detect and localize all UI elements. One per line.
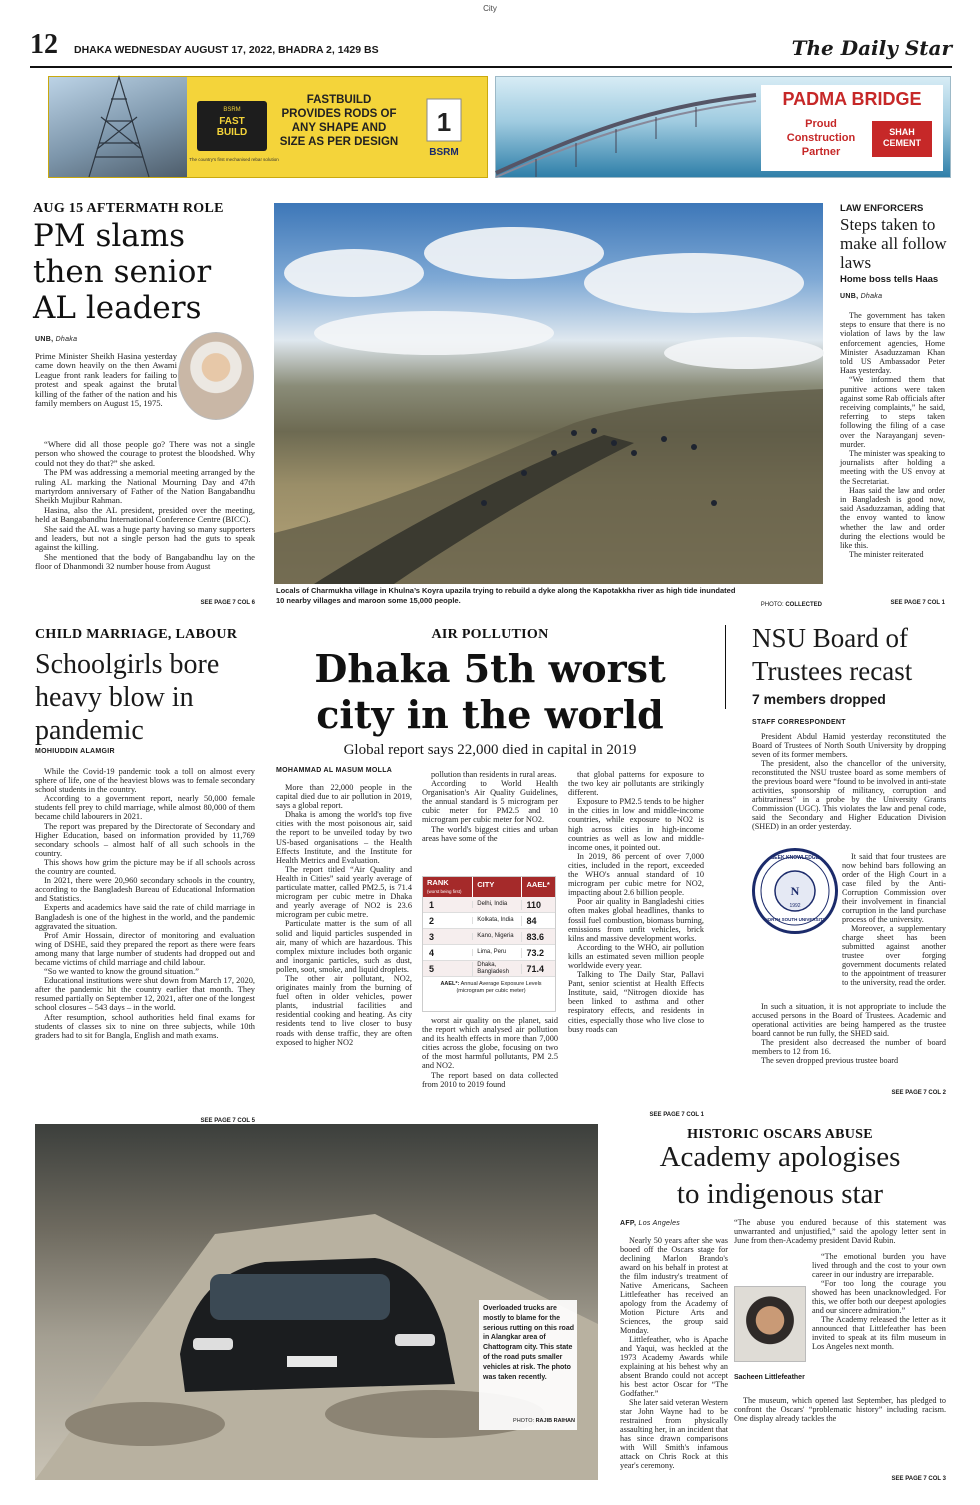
aael-row: [423, 897, 555, 913]
ad-copy: FASTBUILD PROVIDES RODS OF ANY SHAPE AND SIZE AS PER DESIGN: [279, 94, 399, 148]
air-para: Dhaka is among the world's top five cities with the most poisonous air, said the report to be unveiled today by two US-based organisations – the Health Effects Institute, and the Institute for Health Metrics and Evaluation.: [276, 810, 412, 865]
ad-tower-image: [49, 77, 187, 177]
aael-header-rank: RANK: [427, 878, 449, 887]
nsu-para: The president also decreased the number of board members to 12 from 16.: [752, 1038, 946, 1056]
dateline: DHAKA WEDNESDAY AUGUST 17, 2022, BHADRA 2, 1429 BS: [74, 44, 379, 56]
nsu-headline: NSU Board of Trustees recast: [752, 623, 913, 686]
law-subhead: Home boss tells Haas: [840, 274, 939, 285]
fast-build-tagline: The country's first mechanised rebar solution: [189, 157, 279, 162]
aael-city: Kolkata, India: [472, 917, 521, 924]
bridge-graphic: [496, 77, 756, 177]
aael-value: 71.4: [521, 964, 555, 974]
aael-row: [423, 929, 555, 945]
child-byline: MOHIUDDIN ALAMGIR: [35, 748, 115, 755]
air-para: According to World Health Organisation's Air Quality Guidelines, the annual standard is 5 microgram per cubic meter for PM2.5 and 10 microgram per cubic meter for NO2.: [422, 779, 558, 825]
air-para: that global patterns for exposure to the two key air pollutants are strikingly different.: [568, 770, 704, 798]
nsu-subhead: 7 members dropped: [752, 691, 886, 707]
oscar-para: “For too long the courage you showed has been unacknowledged. For this, we offer both our deepest apologies and our sincere admiration.”: [812, 1279, 946, 1315]
child-see-page[interactable]: SEE PAGE 7 COL 5: [200, 1118, 255, 1124]
air-col3: [568, 770, 704, 1112]
child-kicker: CHILD MARRIAGE, LABOUR: [35, 627, 238, 642]
padma-title: PADMA BRIDGE: [782, 89, 922, 109]
aael-footnote: AAEL*: Annual Average Exposure Levels (microgram per cubic meter): [440, 981, 542, 994]
nsu-para: The seven dropped previous trustee board: [761, 1056, 899, 1065]
pm-para: She said the AL was a huge party having so many supporters and leaders, but not a single person had the guts to speak against the killing.: [35, 523, 255, 553]
oscar-para: Nearly 50 years after she was booed off the Oscars stage for declining Marlon Brando's award on his behalf in protest at the film industry's treatment of Native Americans, Sacheen Littlefeather has received an apology from the Academy of Motion Picture Arts and Sciences, the group said Monday.: [620, 1236, 728, 1335]
child-body: [35, 767, 255, 1116]
aael-value: 83.6: [521, 932, 555, 942]
aael-header: [423, 877, 555, 897]
dyke-caption: Locals of Charmukha village in Khulna’s Koyra upazila trying to rebuild a dyke along the Kapotakkha river as high tide inundated 10 nearby villages and maroon some 15,000 people.: [276, 586, 736, 605]
air-para: Poor air quality in Bangladeshi cities often makes global headlines, thanks to fossil fuel combustion, biomass burning, emissions from unfit vehicles, brick kilns and massive development works.: [568, 897, 704, 943]
pm-intro: Prime Minister Sheikh Hasina yesterday came down heavily on the then Awami League front rank leaders for failing to protest and speak against the brutal killing of the father of the nation and his family members on August 15, 1975.: [35, 351, 177, 409]
air-col1: [276, 783, 412, 1121]
child-para: Prof Amir Hossain, director of monitoring and evaluation wing of DSHE, said they prepared the report as there were fears among many that large number of students had dropped out and became victims of child marriage and child labour.: [35, 930, 255, 967]
child-para: Educational institutions were shut down from March 17, 2020, after the pandemic hit the country earlier that month. They resumed partially on September 12, 2021, after one of the longest school closures – 543 days – in the world.: [35, 976, 255, 1013]
law-para: The minister was speaking to journalists after holding a meeting with the US envoy at the Secretariat.: [840, 449, 945, 486]
littlefeather-portrait: [734, 1286, 806, 1362]
law-para: The government has taken steps to ensure that there is no violation of laws by the law enforcement agencies, Home Minister Asaduzzaman Khan told US Ambassador Peter Haas yesterday.: [840, 311, 945, 376]
page-number: 12: [30, 29, 58, 60]
nsu-seal-bottom: NORTH SOUTH UNIVERSITY: [764, 917, 826, 922]
oscar-para: “The emotional burden you have lived through and the cost to your own career in our industry are irreparable.: [812, 1252, 946, 1279]
law-para: Haas said the law and order in Bangladesh is good now, said Asaduzzaman, adding that the envoy wanted to know whether the law and order during the elections would be like this.: [840, 485, 945, 551]
aael-rank: 5: [429, 963, 435, 974]
road-photo: [35, 1124, 598, 1480]
aael-header-rank-note: (worst being first): [427, 889, 462, 894]
dyke-photo: [274, 203, 823, 584]
padma-copy: Proud Construction Partner: [786, 118, 856, 158]
littlefeather-caption: Sacheen Littlefeather: [734, 1374, 805, 1381]
aael-rank: 3: [429, 931, 435, 942]
tower-graphic: [49, 77, 187, 177]
dyke-credit: PHOTO: COLLECTED: [760, 602, 822, 608]
aael-header-aael: AAEL*: [521, 877, 555, 897]
child-headline: Schoolgirls bore heavy blow in pandemic: [35, 649, 220, 746]
pm-portrait: [178, 332, 254, 420]
oscar-col2-end: The museum, which opened last September, has pledged to confront the Oscars' “problematic history” including racism. One display already tackles the: [734, 1396, 946, 1423]
law-para: The minister reiterated: [849, 550, 924, 560]
bsrm-ad[interactable]: [48, 76, 488, 178]
nsu-see-page[interactable]: SEE PAGE 7 COL 2: [891, 1090, 946, 1096]
air-para: Exposure to PM2.5 tends to be higher in the cities in low and middle-income countries, while exposure to NO2 is high across cities in high-income countries as well as low and middle-income ones, it pointed out.: [568, 797, 704, 852]
nsu-body-top: [752, 732, 946, 831]
oscar-see-page[interactable]: SEE PAGE 7 COL 3: [891, 1476, 946, 1482]
aael-value: 110: [521, 900, 555, 910]
oscar-byline: AFP, Los Angeles: [620, 1220, 681, 1227]
air-col2-top: [422, 770, 558, 873]
padma-ad[interactable]: [495, 76, 951, 178]
nsu-body-wrap: [842, 852, 946, 987]
air-para: pollution than residents in rural areas.: [431, 770, 557, 779]
air-subhead: Global report says 22,000 died in capital in 2019: [343, 742, 637, 758]
fast-build-logo: [197, 101, 267, 151]
oscar-col2: [812, 1252, 946, 1394]
aael-row: [423, 945, 555, 961]
pm-headline: PM slams then senior AL leaders: [33, 218, 212, 326]
aael-city: Delhi, India: [472, 901, 521, 908]
aael-header-city: CITY: [472, 877, 521, 897]
air-kicker: AIR POLLUTION: [431, 627, 549, 642]
air-col2-bottom: [422, 1016, 558, 1120]
air-para: worst air quality on the planet, said the report which analysed air pollution and its health effects in more than 7,000 cities across the globe, focusing on two of the most harmful pollutants, PM 2.5 and NO2.: [422, 1016, 558, 1071]
pm-para: She mentioned that the body of Bangabandhu lay on the floor of Dhanmondi 32 number house from August: [35, 551, 255, 572]
air-para: The report titled “Air Quality and Health in Cities” said yearly average of particulate matter, called PM2.5, is 71.4 microgram per cubic metre in Dhaka and yearly average of NO2 is 23.6 microgram per cubic metre.: [276, 864, 412, 920]
nsu-seal-year: 1992: [789, 903, 801, 909]
pm-para: The PM was addressing a memorial meeting arranged by the ruling AL marking the National Mourning Day and 47th martyrdom anniversary of Father of the Nation Bangabandhu Sheikh Mujibur Rahman.: [35, 467, 255, 506]
bsrm-logo: BSRM: [429, 147, 459, 158]
law-headline: Steps taken to make all follow laws: [840, 215, 947, 272]
nsu-body-end: [752, 1002, 946, 1088]
air-see-page[interactable]: SEE PAGE 7 COL 1: [649, 1112, 704, 1118]
air-headline: Dhaka 5th worst city in the world: [314, 646, 666, 737]
dyke-photo-graphic: [274, 203, 823, 584]
oscar-para: She later said veteran Western star John Wayne had to be restrained from physically assaulting her, in an incident that has since drawn comparisons with Will Smith's infamous attack on Chris Rock at this year's ceremony.: [620, 1398, 728, 1470]
nsu-byline: STAFF CORRESPONDENT: [752, 719, 846, 726]
child-para: Experts and academics have said the rate of child marriage in Bangladesh is one of the highest in the world, and the pandemic aggravated the situation.: [35, 903, 255, 931]
nsu-para: Moreover, a supplementary charge sheet has been submitted against another trustee over forging government documents related to the appointment of treasurer to the university, read the order.: [842, 924, 946, 987]
daily-star-logo: The Daily Star: [791, 36, 952, 60]
aael-city: Dhaka, Bangladesh: [472, 962, 521, 976]
oscar-kicker: HISTORIC OSCARS ABUSE: [687, 1127, 873, 1142]
svg-text:1: 1: [436, 107, 452, 137]
pm-para: “Where did all those people go? There was not a single person who showed the courage to protest the bloodshed. Why could not they do that?” she asked.: [35, 439, 255, 468]
aael-rank: 2: [429, 915, 435, 926]
oscar-headline-2: to indigenous star: [676, 1178, 884, 1210]
law-see-page[interactable]: SEE PAGE 7 COL 1: [890, 600, 945, 606]
oscar-para: The Academy released the letter as it announced that Littlefeather has been invited to speak at its film museum in Los Angeles next month.: [812, 1315, 946, 1351]
law-para: “We informed them that punitive actions were taken against some Rab officials after receiving complaints,” he said, referring to steps taken following the filing of a case over the Narayanganj seven-murder.: [840, 375, 945, 449]
oscar-para: Littlefeather, who is Apache and Yaqui, was heckled at the 1973 Academy Awards while explaining at his behest why an absent Brando could not accept his best actor Oscar for “The Godfather.”: [620, 1335, 728, 1398]
child-para: In 2021, there were 20,960 secondary schools in the country, according to the Bangladesh Bureau of Educational Information and Statistics.: [35, 876, 255, 904]
svg-text:N: N: [790, 884, 800, 898]
pm-para: Hasina, also the AL president, presided over the meeting, held at Bangabandhu International Conference Centre (BICC).: [35, 504, 255, 525]
child-para: After resumption, school authorities held final exams for students of classes six to nine on three subjects, while 10th graders had to sit for Bangla, English and math exams.: [35, 1012, 255, 1040]
aael-value: 84: [521, 916, 555, 926]
aael-row: [423, 961, 555, 977]
air-para: The world's biggest cities and urban areas have some of the: [422, 824, 558, 843]
pm-kicker: AUG 15 AFTERMATH ROLE: [33, 201, 224, 216]
aael-rank: 1: [429, 899, 435, 910]
law-body: [840, 311, 945, 597]
road-credit: PHOTO: RAJIB RAIHAN: [513, 1418, 575, 1424]
nsu-rule: [725, 625, 726, 709]
oscar-col2-top: “The abuse you endured because of this statement was unwarranted and unjustified,” said the apology letter sent in June from then-Academy president David Rubin.: [734, 1218, 946, 1245]
law-kicker: LAW ENFORCERS: [840, 203, 924, 214]
aael-row: [423, 913, 555, 929]
air-para: Particulate matter is the sum of all solid and liquid particles suspended in air, many of which are hazardous. This complex mixture includes both organic and inorganic particles, such as dust, pollen, soot, smoke, and liquid droplets.: [276, 919, 412, 974]
aael-city: Lima, Peru: [472, 949, 521, 956]
pm-see-page[interactable]: SEE PAGE 7 COL 6: [200, 600, 255, 606]
law-byline: UNB, Dhaka: [840, 293, 883, 300]
oscar-col1: [620, 1236, 728, 1472]
air-para: According to the WHO, air pollution kills an estimated seven million people worldwide every year.: [568, 942, 704, 970]
air-para: In 2019, 86 percent of over 7,000 cities, included in the report, exceeded the WHO's annual standard of 10 microgram per cubic metre for NO2, impacting about 2.6 billion people.: [568, 851, 704, 898]
aael-table: [422, 876, 556, 1012]
aael-rank: 4: [429, 947, 435, 958]
shah-cement-logo: SHAH CEMENT: [872, 121, 932, 157]
nsu-para: In such a situation, it is not appropriate to include the accused persons in the Board of Trustees. Academic and operational activities are being hampered as the trustee board cannot be run fully, the SHED said.: [752, 1002, 946, 1038]
child-para: According to a government report, nearly 50,000 female students fell prey to child marriage, while almost 80,000 of them became child labourers in 2021.: [35, 794, 255, 822]
air-para: More than 22,000 people in the capital died due to air pollution in 2019, says a global report.: [276, 783, 412, 811]
child-para: While the Covid-19 pandemic took a toll on almost every sphere of life, one of the heaviest blows was to female secondary school students in the country.: [35, 767, 255, 795]
nsu-seal: [752, 848, 838, 934]
pm-byline: UNB, Dhaka: [35, 336, 78, 343]
section-label: City: [483, 4, 497, 13]
oscar-headline-1: Academy apologises: [659, 1141, 901, 1173]
nsu-para: The president, also the chancellor of the university, reconstituted the NSU trustee board as some members of the previous board were “found to be involved in anti-state activities, sponsorship of militancy, corruption and arbitrariness” in a probe by the University Grants Commission (UGC). This violates the law and penal code, said the Secondary and Higher Education Division (SHED) in an order yesterday.: [752, 759, 946, 831]
air-byline: MOHAMMAD AL MASUM MOLLA: [276, 767, 393, 774]
child-para: The report was prepared by the Directorate of Secondary and Higher Education, based on information provided by 11,769 secondary schools – almost half of all such schools in the country.: [35, 821, 255, 858]
air-para: The report based on data collected from 2010 to 2019 found: [422, 1070, 558, 1089]
aael-value: 73.2: [521, 948, 555, 958]
aael-city: Kano, Nigeria: [472, 933, 521, 940]
fast-build-label: FAST BUILD: [216, 116, 248, 138]
pm-body: [35, 440, 255, 596]
child-para: “So we wanted to know the ground situation.”: [44, 967, 199, 977]
air-para: The other air pollutant, NO2, originates mainly from the burning of fuel often in older vehicles, power plants, industrial facilities and residential cooking and heating. As city residents tend to live closer to busy roads with dense traffic, they are often exposed to higher NO2: [276, 973, 412, 1047]
fast-build-brand-small: BSRM: [223, 107, 241, 113]
masthead-rule: [30, 66, 952, 68]
air-para: Talking to The Daily Star, Pallavi Pant, senior scientist at Health Effects Institute, said, “Nitrogen dioxide has been linked to asthma and other respiratory effects, and residents in cities, especially those who live close to busy roads can: [568, 970, 704, 1034]
nsu-para: It said that four trustees are now behind bars following an order of the High Court in a case filed by the Anti-Corruption Commission over their involvement in financial corruption in the land purchase process of the university.: [842, 852, 946, 924]
nsu-seal-top: SEEK KNOWLEDGE: [770, 855, 820, 861]
nsu-para: President Abdul Hamid yesterday reconstituted the Board of Trustees of North South University by dropping seven of its former members.: [752, 732, 946, 759]
road-caption: Overloaded trucks are mostly to blame for the serious rutting on this road in Alangkar area of Chattogram city. This state of the road puts smaller vehicles at risk. The photo was taken recently.: [483, 1305, 575, 1381]
child-para: This shows how grim the picture may be if all schools across the country are counted.: [35, 857, 255, 877]
bsrm-number-one-badge: [427, 99, 461, 141]
